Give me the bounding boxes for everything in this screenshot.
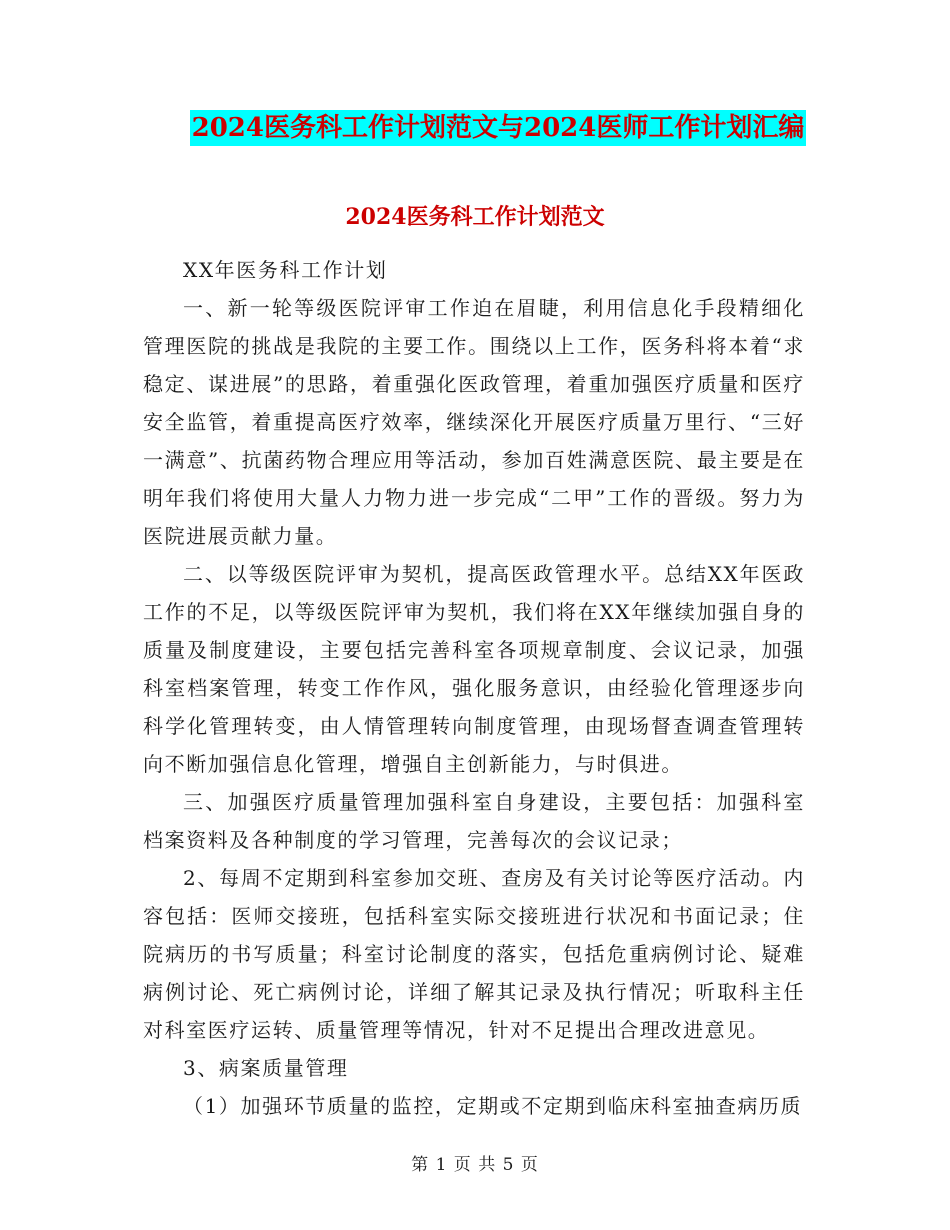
page-footer: 第 1 页 共 5 页: [411, 1155, 539, 1175]
paragraph: 一、新一轮等级医院评审工作迫在眉睫，利用信息化手段精细化管理医院的挑战是我院的主要工作。围绕以上工作，医务科将本着“求稳定、谋进展”的思路，着重强化医政管理，着重加强医疗质量和医疗安全监管，着重提高医疗效率，继续深化开展医疗质量万里行、“三好一满意”、抗菌药物合理应用等活动，参加百姓满意医院、最主要是在明年我们将使用大量人力物力进一步完成“二甲”工作的晋级。努力为医院进展贡献力量。: [143, 296, 805, 548]
section-title: 2024医务科工作计划范文: [345, 204, 605, 230]
paragraph: 3、病案质量管理: [183, 1056, 349, 1080]
paragraph: 二、以等级医院评审为契机，提高医政管理水平。总结XX年医政工作的不足，以等级医院评审为契机，我们将在XX年继续加强自身的质量及制度建设，主要包括完善科室各项规章制度、会议记录，加强科室档案管理，转变工作作风，强化服务意识，由经验化管理逐步向科学化管理转变，由人情管理转向制度管理，由现场督查调查管理转向不断加强信息化管理，增强自主创新能力，与时俱进。: [143, 562, 805, 776]
paragraph: 三、加强医疗质量管理加强科室自身建设，主要包括：加强科室档案资料及各种制度的学习管理，完善每次的会议记录；: [143, 790, 805, 852]
main-title: 2024医务科工作计划范文与2024医师工作计划汇编: [190, 110, 807, 146]
paragraph: 2、每周不定期到科室参加交班、查房及有关讨论等医疗活动。内容包括：医师交接班，包括科室实际交接班进行状况和书面记录；住院病历的书写质量；科室讨论制度的落实，包括危重病例讨论、疑难病例讨论、死亡病例讨论，详细了解其记录及执行情况；听取科主任对科室医疗运转、质量管理等情况，针对不足提出合理改进意见。: [143, 866, 805, 1042]
paragraph-heading: XX年医务科工作计划: [183, 258, 388, 282]
main-title-container: [0, 110, 950, 146]
paragraph: （1）加强环节质量的监控，定期或不定期到临床科室抽查病历质: [183, 1094, 803, 1118]
body-text: [143, 251, 805, 1125]
